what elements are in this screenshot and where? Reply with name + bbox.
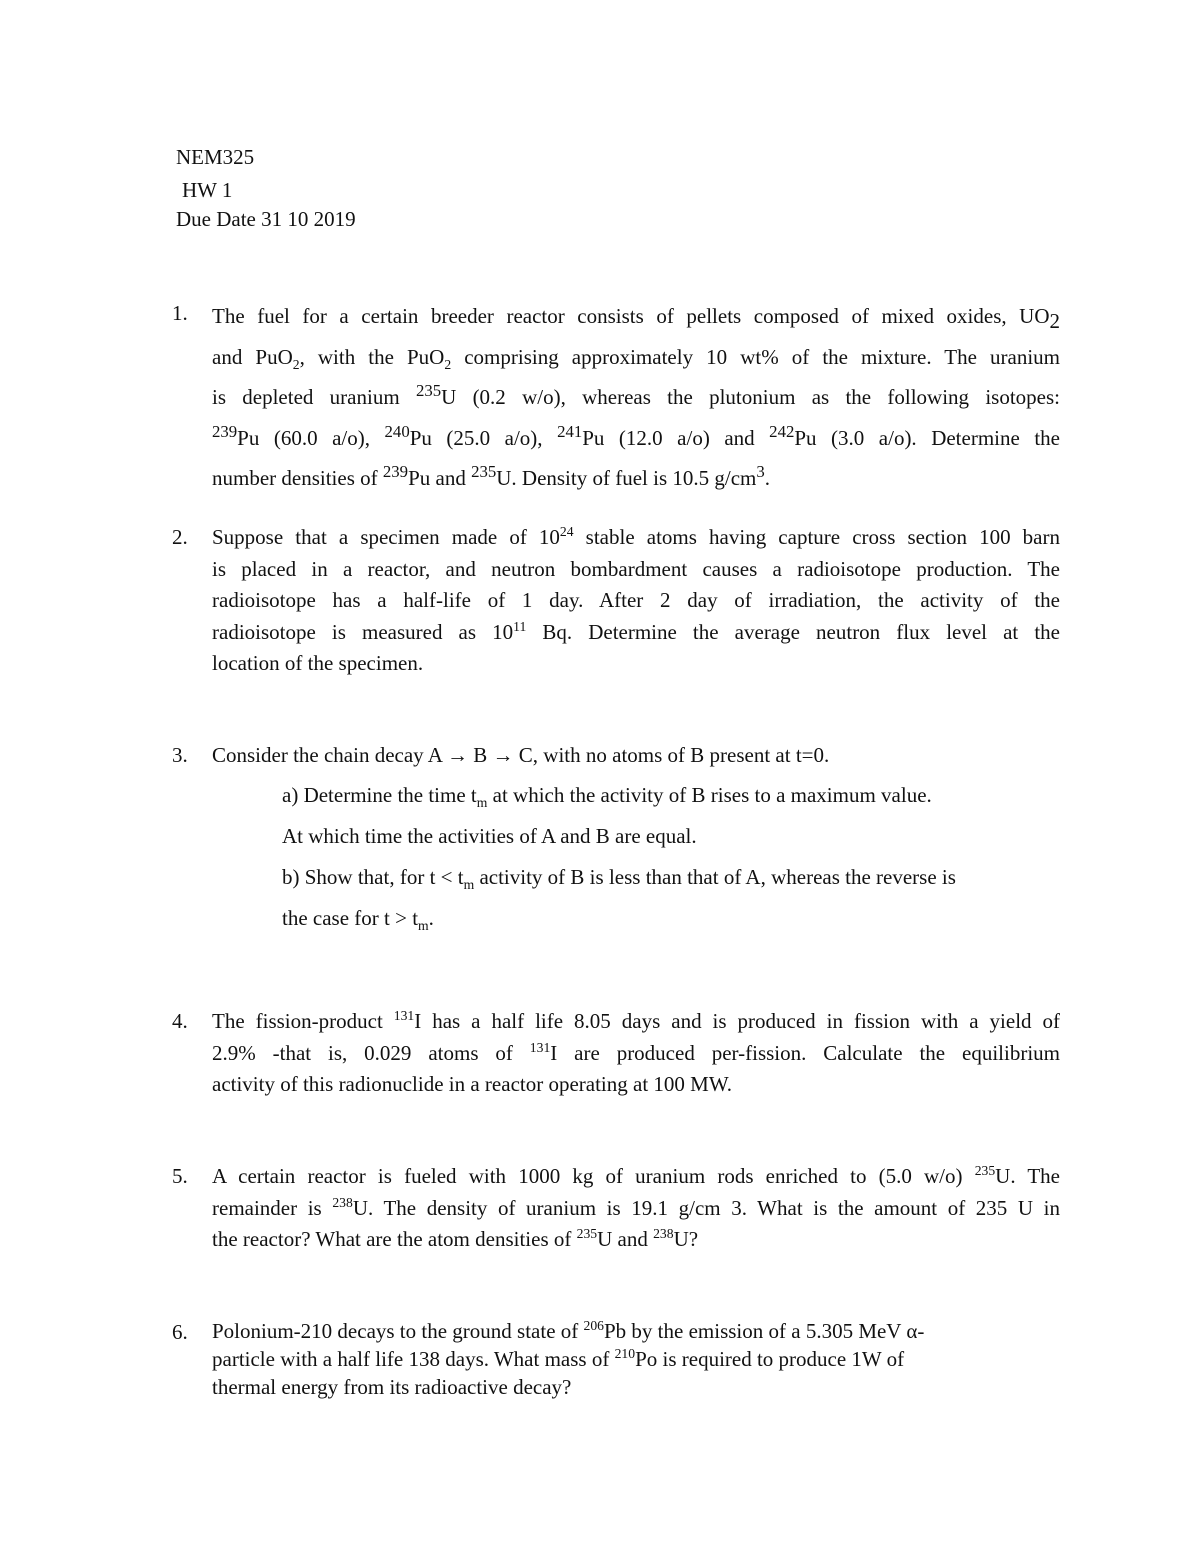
question-3b-line-2: the case for $t > t_m$. [282, 906, 434, 934]
question-5-number: 5. [172, 1164, 188, 1188]
question-3-number: 3. [172, 743, 188, 767]
question-3a-line-2: At which time the activities of A and B are equal. [282, 824, 697, 848]
course-code: NEM325 [176, 145, 255, 169]
question-3-intro: Consider the chain decay A → B → C, with no atoms of B present at t=0. [212, 743, 830, 767]
question-2-number: 2. [172, 525, 188, 549]
question-4-number: 4. [172, 1009, 188, 1033]
due-date: Due Date 31 10 2019 [176, 207, 356, 231]
question-2: Suppose that a specimen made of $10^{24}$ stable atoms having capture cross section 100 barn is placed in a reactor, and neutron bombardment causes a radioisotope production. The radioisotope has a half-life of 1 day. After 2 day of irradiation, the activity of the radioisotope is measured as $10^{11}$ Bq. Determine the average neutron flux level at the location of the specimen. [212, 524, 1060, 675]
question-1-number: 1. [172, 301, 188, 325]
question-6: Polonium-210 decays to the ground state of $^{206}$Pb by the emission of a 5.305 MeV α- particle with a half life 138 days. What mass of $^{210}$Po is required to produce 1W of thermal energy from its radioactive decay? [212, 1318, 925, 1399]
question-3a-line-1: a) Determine the time $t_m$ at which the activity of B rises to a maximum value. [282, 783, 932, 811]
question-1: The fuel for a certain breeder reactor consists of pellets composed of mixed oxides, $UO_2$ and PuO$_2$, with the PuO$_2$ comprising approximately 10 wt% of the mixture. The uranium is depleted uranium $^{235}$U (0.2 w/o), whereas the plutonium as the following isotopes: $^{239}$Pu (60.0 a/o), $^{240}$Pu (25.0 a/o), $^{241}$Pu (12.0 a/o) and $^{242}$Pu (3.0 a/o). Determine the number densities of $^{239}$Pu and $^{235}$U. Density of fuel is 10.5 $g/cm^3$. [212, 304, 1061, 490]
question-5: A certain reactor is fueled with 1000 kg of uranium rods enriched to (5.0 w/o) $^{235}$U. The remainder is $^{238}$U. The density of uranium is 19.1 g/cm 3. What is the amount of 235 U in the reactor? What are the atom densities of $^{235}$U and $^{238}$U? [212, 1163, 1061, 1251]
homework-number: HW 1 [182, 178, 233, 202]
question-4: The fission-product $^{131}$I has a half life 8.05 days and is produced in fission with a yield of 2.9% -that is, 0.029 atoms of $^{131}$I are produced per-fission. Calculate the equilibrium activity of this radionuclide in a reactor operating at 100 MW. [212, 1008, 1061, 1096]
question-6-number: 6. [172, 1320, 188, 1344]
question-3b-line-1: b) Show that, for $t < t_m$ activity of B is less than that of A, whereas the reverse is [282, 865, 956, 893]
